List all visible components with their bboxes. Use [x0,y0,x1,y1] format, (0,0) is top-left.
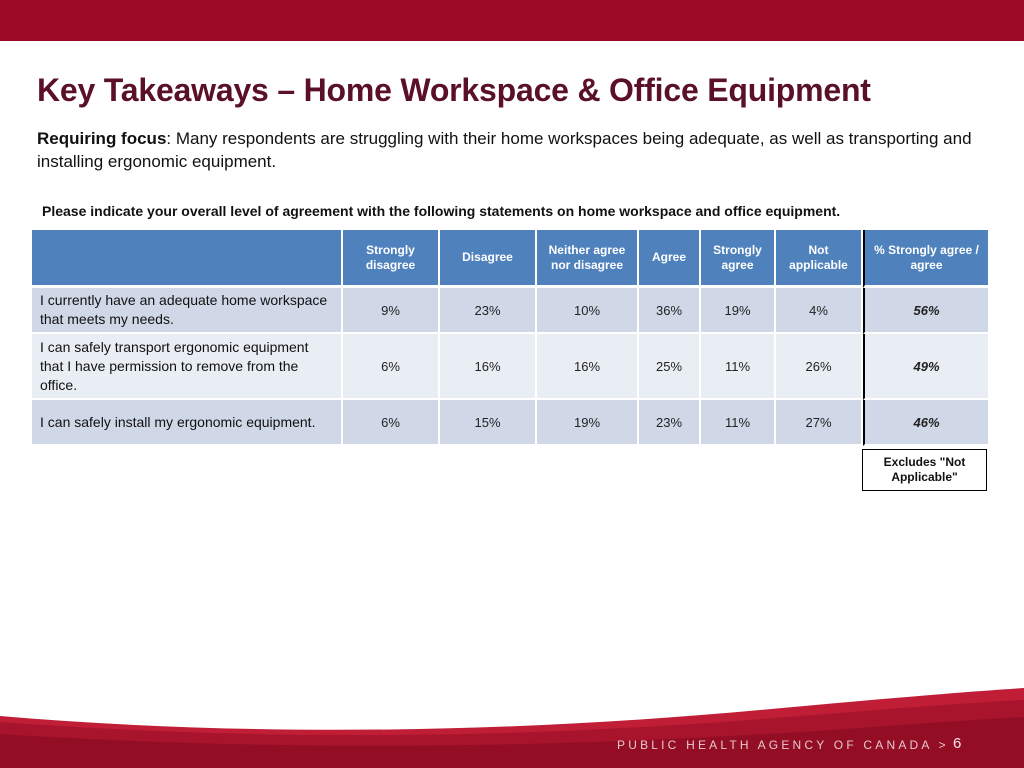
survey-question: Please indicate your overall level of agreement with the following statements on home workspace and office equipment. [42,203,841,219]
not-applicable-cell: 26% [776,334,863,400]
not-applicable-cell: 27% [776,400,863,446]
page-title: Key Takeaways – Home Workspace & Office Equipment [37,72,871,108]
strongly-disagree-cell: 9% [343,288,440,334]
col-header-neither: Neither agree nor disagree [537,230,639,288]
table-row [32,400,988,446]
disagree-cell: 16% [440,334,537,400]
focus-text: : Many respondents are struggling with their home workspaces being adequate, as well as transporting and installing ergonomic equipment. [37,129,972,171]
not-applicable-cell: 4% [776,288,863,334]
strongly-agree-cell: 19% [701,288,776,334]
agency-footer-text: PUBLIC HEALTH AGENCY OF CANADA > [617,738,949,752]
agree-cell: 23% [639,400,701,446]
table-row [32,288,988,334]
focus-label: Requiring focus [37,129,167,148]
total-agree-cell: 49% [863,334,988,400]
col-header-agree: Agree [639,230,701,288]
col-header-statement [32,230,343,288]
footer-wave-band [0,688,1024,768]
agree-cell: 36% [639,288,701,334]
col-header-disagree: Disagree [440,230,537,288]
strongly-disagree-cell: 6% [343,400,440,446]
statement-cell: I currently have an adequate home workspace that meets my needs. [32,288,343,334]
col-header-total-agree: % Strongly agree / agree [863,230,988,288]
col-header-strongly-agree: Strongly agree [701,230,776,288]
disagree-cell: 23% [440,288,537,334]
excludes-note: Excludes "Not Applicable" [862,449,987,491]
total-agree-cell: 56% [863,288,988,334]
table-row [32,334,988,400]
neither-cell: 10% [537,288,639,334]
total-agree-cell: 46% [863,400,988,446]
agreement-table [32,230,988,446]
strongly-agree-cell: 11% [701,400,776,446]
agree-cell: 25% [639,334,701,400]
col-header-not-applicable: Not applicable [776,230,863,288]
intro-paragraph [37,127,977,173]
table-header-row [32,230,988,288]
disagree-cell: 15% [440,400,537,446]
strongly-agree-cell: 11% [701,334,776,400]
statement-cell: I can safely install my ergonomic equipment. [32,400,343,446]
top-accent-bar [0,0,1024,41]
statement-cell: I can safely transport ergonomic equipment that I have permission to remove from the office. [32,334,343,400]
neither-cell: 19% [537,400,639,446]
strongly-disagree-cell: 6% [343,334,440,400]
col-header-strongly-disagree: Strongly disagree [343,230,440,288]
page-number: 6 [953,735,962,752]
neither-cell: 16% [537,334,639,400]
